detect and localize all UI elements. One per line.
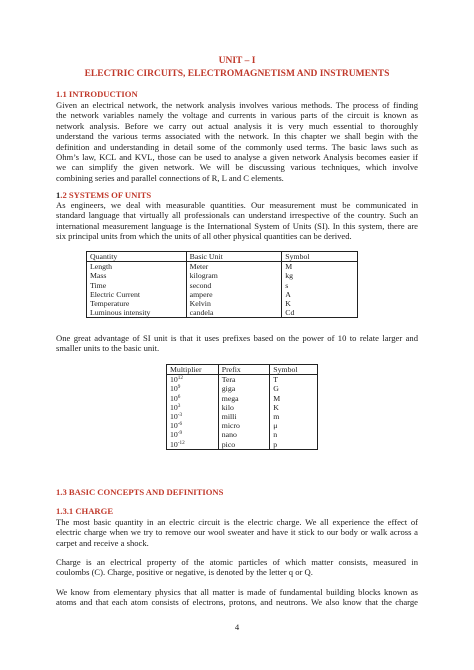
table-row bbox=[167, 421, 318, 430]
table-cell: p bbox=[270, 440, 318, 450]
text-line: We know from elementary physics that all matter is made of fundamental building blocks known as bbox=[56, 587, 418, 597]
table-row bbox=[167, 430, 318, 439]
section-heading-introduction: 1.1 INTRODUCTION bbox=[56, 89, 138, 99]
table-cell bbox=[167, 440, 219, 450]
column-header: Prefix bbox=[218, 365, 270, 375]
table-cell: Kelvin bbox=[186, 299, 282, 308]
table-cell: G bbox=[270, 384, 318, 393]
text-line: Charge is an electrical property of the atomic particles of which matter consists, measured in bbox=[56, 557, 418, 567]
heading-number: 1 bbox=[56, 190, 61, 200]
paragraph-introduction bbox=[56, 100, 418, 183]
column-header: Symbol bbox=[270, 365, 318, 375]
table-row bbox=[167, 384, 318, 393]
table-header-row bbox=[167, 365, 318, 375]
exponent: 6 bbox=[177, 393, 181, 400]
text-line: smaller units to the basic unit. bbox=[56, 343, 160, 354]
table-cell: Temperature bbox=[87, 299, 187, 308]
base: 10 bbox=[170, 402, 178, 412]
heading-text: .2 SYSTEMS OF UNITS bbox=[60, 190, 152, 200]
text-line: international measurement language is the International System of Units (SI). In this system, there are bbox=[56, 220, 418, 231]
table-cell: s bbox=[282, 281, 358, 290]
table-cell: kilo bbox=[218, 403, 270, 412]
table-cell: candela bbox=[186, 308, 282, 318]
exponent: -3 bbox=[177, 412, 183, 419]
table-cell: K bbox=[270, 403, 318, 412]
base: 10 bbox=[170, 439, 178, 449]
table-cell: pico bbox=[218, 440, 270, 450]
base: 10 bbox=[170, 384, 178, 394]
table-cell: Tera bbox=[218, 375, 270, 385]
exponent: -6 bbox=[177, 421, 183, 428]
si-units-table bbox=[86, 251, 358, 318]
table-cell bbox=[167, 421, 219, 430]
table-cell: n bbox=[270, 430, 318, 439]
table-cell: kg bbox=[282, 271, 358, 280]
table-cell bbox=[167, 375, 219, 385]
table-header-row bbox=[87, 252, 358, 262]
section-heading-charge: 1.3.1 CHARGE bbox=[56, 506, 114, 516]
table-row bbox=[87, 281, 358, 290]
table-cell: nano bbox=[218, 430, 270, 439]
exponent: 9 bbox=[177, 384, 181, 391]
table-row bbox=[87, 262, 358, 272]
column-header: Basic Unit bbox=[186, 252, 282, 262]
table-cell: μ bbox=[270, 421, 318, 430]
text-line: definition and understanding in detail some of the commonly used terms. The basic laws such as bbox=[56, 141, 418, 152]
column-header: Quantity bbox=[87, 252, 187, 262]
table-row bbox=[87, 271, 358, 280]
exponent: -12 bbox=[177, 439, 185, 446]
base: 10 bbox=[170, 375, 178, 385]
table-cell: A bbox=[282, 290, 358, 299]
table-row bbox=[167, 403, 318, 412]
unit-subtitle: ELECTRIC CIRCUITS, ELECTROMAGNETISM AND INSTRUMENTS bbox=[84, 69, 390, 79]
table-cell: M bbox=[282, 262, 358, 272]
table-cell bbox=[167, 403, 219, 412]
section-heading-basic-concepts: 1.3 BASIC CONCEPTS AND DEFINITIONS bbox=[56, 487, 224, 497]
unit-title: UNIT – I bbox=[218, 56, 256, 66]
text-line: six principal units from which the units of all other physical quantities can be derived. bbox=[56, 231, 352, 242]
text-line: network analysis. Before we carry out actual analysis it is very much essential to thoroughly bbox=[56, 120, 418, 131]
text-line: Ohm’s law, KCL and KVL, those can be used to analyse a given network Analysis becomes easier if bbox=[56, 152, 418, 163]
table-cell bbox=[167, 430, 219, 439]
paragraph-charge-1 bbox=[56, 517, 418, 548]
text-line: combining series and parallel connections of R, L and C elements. bbox=[56, 172, 284, 183]
text-line: coulombs (C). Charge, positive or negative, is denoted by the letter q or Q. bbox=[56, 567, 313, 578]
column-header: Multiplier bbox=[167, 365, 219, 375]
base: 10 bbox=[170, 412, 178, 422]
text-line: standard language that virtually all professionals can understand irrespective of the country. Such an bbox=[56, 210, 418, 221]
text-line: the network variables namely the voltage and currents in various parts of the circuit is known as bbox=[56, 110, 418, 121]
paragraph-charge-3 bbox=[56, 587, 418, 608]
section-heading-systems-of-units bbox=[56, 190, 151, 200]
paragraph-systems-of-units bbox=[56, 200, 418, 242]
table-cell bbox=[167, 384, 219, 393]
table-row bbox=[167, 394, 318, 403]
table-cell: Length bbox=[87, 262, 187, 272]
base: 10 bbox=[170, 430, 178, 440]
table-cell bbox=[167, 412, 219, 421]
base: 10 bbox=[170, 393, 178, 403]
table-row bbox=[167, 375, 318, 385]
column-header: Symbol bbox=[282, 252, 358, 262]
table-cell: m bbox=[270, 412, 318, 421]
table-cell: Electric Current bbox=[87, 290, 187, 299]
table-cell: ampere bbox=[186, 290, 282, 299]
table-cell: giga bbox=[218, 384, 270, 393]
table-cell: micro bbox=[218, 421, 270, 430]
table-cell: mega bbox=[218, 394, 270, 403]
exponent: 3 bbox=[177, 402, 181, 409]
text-line: atoms and that each atom consists of electrons, protons, and neutrons. We also know that the charge bbox=[56, 597, 418, 608]
table-cell: M bbox=[270, 394, 318, 403]
text-line: understand the various terms associated with the network. In this chapter we shall begin with the bbox=[56, 131, 418, 142]
table-cell: Time bbox=[87, 281, 187, 290]
exponent: -9 bbox=[177, 430, 183, 437]
text-line: we can simplify the given network. We will be discussing various techniques, which involve bbox=[56, 162, 418, 173]
table-cell: Cd bbox=[282, 308, 358, 318]
table-row bbox=[87, 308, 358, 318]
text-line: Given an electrical network, the network analysis involves various methods. The process of finding bbox=[56, 100, 418, 110]
page-number: 4 bbox=[234, 622, 240, 632]
table-cell: kilogram bbox=[186, 271, 282, 280]
table-row bbox=[167, 412, 318, 421]
text-line: carpet and receive a shock. bbox=[56, 537, 149, 548]
text-line: As engineers, we deal with measurable quantities. Our measurement must be communicated in bbox=[56, 200, 418, 210]
si-prefix-table bbox=[166, 364, 318, 450]
table-cell: K bbox=[282, 299, 358, 308]
table-row bbox=[167, 440, 318, 450]
table-cell: milli bbox=[218, 412, 270, 421]
table-cell: Luminous intensity bbox=[87, 308, 187, 318]
table-cell: Mass bbox=[87, 271, 187, 280]
paragraph-si-prefixes bbox=[56, 333, 418, 354]
text-line: One great advantage of SI unit is that it uses prefixes based on the power of 10 to relate larger and bbox=[56, 333, 418, 343]
text-line: electric charge when we try to remove our wool sweater and have it stick to our body or walk across a bbox=[56, 527, 418, 538]
table-cell: T bbox=[270, 375, 318, 385]
exponent: 12 bbox=[177, 375, 183, 382]
table-cell bbox=[167, 394, 219, 403]
text-line: The most basic quantity in an electric circuit is the electric charge. We all experience the effect of bbox=[56, 517, 418, 527]
table-cell: Meter bbox=[186, 262, 282, 272]
table-row bbox=[87, 299, 358, 308]
table-row bbox=[87, 290, 358, 299]
table-cell: second bbox=[186, 281, 282, 290]
base: 10 bbox=[170, 421, 178, 431]
paragraph-charge-2 bbox=[56, 557, 418, 578]
